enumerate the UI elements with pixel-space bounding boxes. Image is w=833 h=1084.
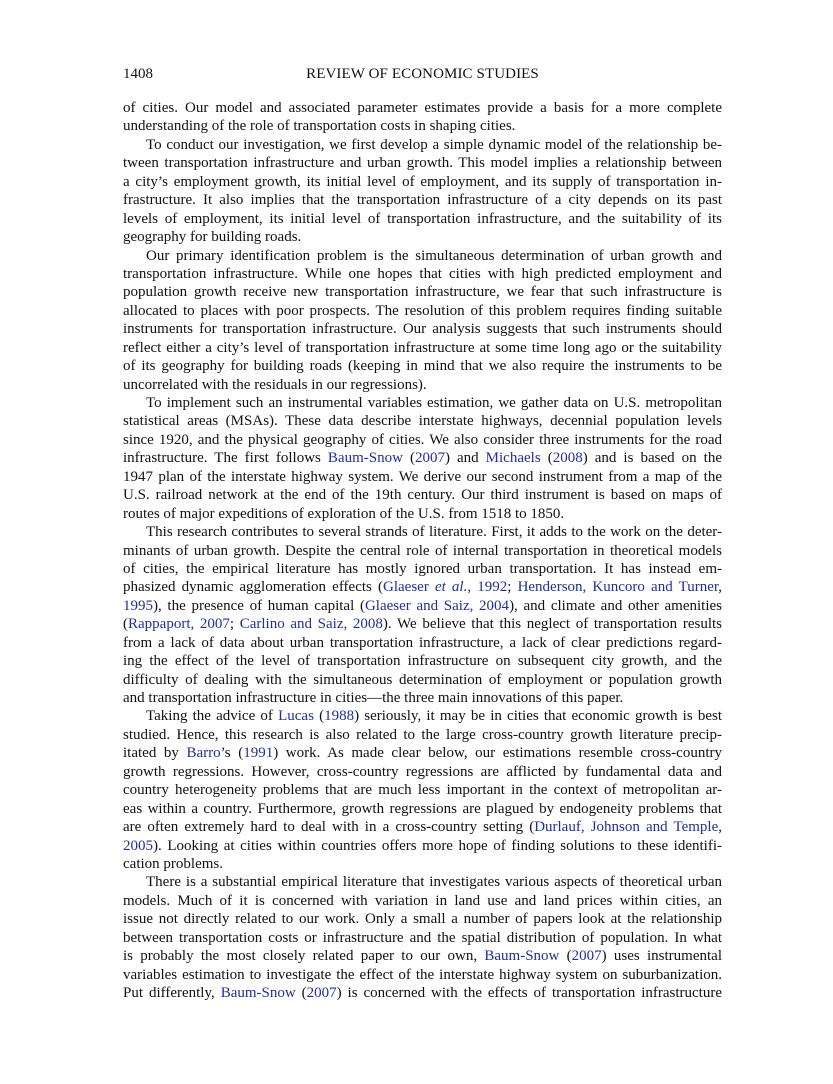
text-line [123,431,722,449]
citation-link[interactable]: Barro [186,745,221,762]
text-line [123,357,722,375]
text-line [123,947,722,965]
text-segment: To conduct our investigation, we first develop a simple dynamic model of the relationship be- [146,136,722,153]
text-segment: of cities, the empirical literature has mostly ignored urban transportation. It has instead em- [123,560,722,577]
citation-link[interactable]: Carlino and Saiz, 2008 [239,616,383,633]
text-segment: understanding of the role of transportation costs in shaping cities. [123,118,516,135]
text-line [123,449,722,467]
text-segment: are often extremely hard to deal with in a cross-country setting ( [123,819,535,836]
citation-link[interactable]: Henderson, Kuncoro and Turner [517,579,719,596]
text-segment: ). Looking at cities within countries offers more hope of finding solutions to these identifi- [153,837,722,854]
text-line [123,929,722,947]
text-segment: ( [540,450,553,467]
paragraph [123,394,722,523]
text-segment: allocated to places with poor prospects. The resolution of this problem requires finding suitable [123,302,722,319]
text-segment: growth regressions. However, cross-country regressions are afflicted by fundamental data and [123,763,722,780]
text-segment: reflect either a city’s level of transportation infrastructure at some time long ago or the suitability [123,339,722,356]
text-segment: There is a substantial empirical literature that investigates various aspects of theoretical urban [146,874,722,891]
paragraph [123,99,722,136]
text-segment: of its geography for building roads (keeping in mind that we also require the instruments to be [123,358,722,375]
text-segment: To implement such an instrumental variables estimation, we gather data on U.S. metropolitan [146,395,722,411]
text-segment: since 1920, and the physical geography of cities. We also consider three instruments for the road [123,431,722,448]
text-line [123,707,722,725]
citation-link[interactable]: 2008 [552,450,583,467]
text-segment: a city’s employment growth, its initial level of employment, and its supply of transportation in- [123,173,722,190]
text-segment: ( [559,948,572,965]
text-segment: from a lack of data about urban transportation infrastructure, a lack of clear predictions regard- [123,634,722,651]
text-segment: ing the effect of the level of transportation infrastructure on subsequent city growth, and the [123,653,722,670]
text-line [123,652,722,670]
text-segment: eas within a country. Furthermore, growth regressions are plagued by endogeneity problems that [123,800,722,817]
text-segment: population growth receive new transportation infrastructure, we fear that such infrastructure is [123,284,722,301]
text-line [123,228,722,246]
text-segment: ), and climate and other amenities [509,597,722,614]
text-segment: ( [313,708,325,725]
text-line [123,578,722,596]
text-line [123,800,722,818]
text-line [123,191,722,209]
text-segment: instruments for transportation infrastructure. Our analysis suggests that such instruments should [123,321,722,338]
citation-link[interactable]: Michaels [485,450,541,467]
text-segment: studied. Hence, this research is also related to the large cross-country growth literature precip- [123,726,722,743]
text-line [123,726,722,744]
text-line [123,320,722,338]
text-segment: phasized dynamic agglomeration effects ( [123,579,384,596]
citation-link[interactable]: Rappaport, 2007 [128,616,230,633]
text-line [123,910,722,928]
citation-link[interactable]: Lucas [278,708,314,725]
text-segment: ( [402,450,415,467]
citation-link[interactable]: Glaeser [383,579,435,596]
text-segment: between transportation costs or infrastructure and the spatial distribution of population. In what [123,929,722,946]
text-segment: cation problems. [123,855,223,872]
page-number: 1408 [123,66,153,82]
citation-link[interactable]: 1995 [123,597,153,614]
text-line [123,892,722,910]
text-line [123,99,722,117]
text-line [123,671,722,689]
text-segment: ) is concerned with the effects of transportation infrastructure [336,985,722,1001]
text-segment: ; [229,616,240,633]
text-segment: statistical areas (MSAs). These data describe interstate highways, decennial population levels [123,413,722,430]
paragraph [123,707,722,873]
text-segment: and transportation infrastructure in cities—the three main innovations of this paper. [123,690,624,706]
paragraph [123,873,722,1002]
citation-link[interactable]: 1991 [243,745,274,762]
text-line [123,154,722,172]
article-body [123,99,722,1002]
text-segment: Our primary identification problem is the simultaneous determination of urban growth and [146,247,722,264]
text-segment: This research contributes to several strands of literature. First, it adds to the work on the deter- [146,524,722,541]
text-segment: ’s ( [220,745,244,762]
text-line [123,855,722,873]
paragraph [123,523,722,707]
text-line [123,265,722,283]
text-segment: ). We believe that this neglect of transportation results [382,616,723,633]
text-line [123,597,722,615]
text-segment: Taking the advice of [146,708,279,725]
text-segment: geography for building roads. [123,229,302,246]
text-segment: , [718,819,722,836]
text-segment: ( [123,616,128,633]
text-line [123,117,722,135]
text-segment: transportation infrastructure. While one hopes that cities with high predicted employment and [123,265,722,282]
citation-link[interactable]: Glaeser and Saiz, 2004 [364,597,510,614]
text-segment: country heterogeneity problems that are much less important in the context of metropolitan ar- [123,782,722,799]
text-line [123,560,722,578]
text-segment: ) seriously, it may be in cities that economic growth is best [354,708,723,725]
paragraph [123,136,722,247]
text-line [123,283,722,301]
text-line [123,523,722,541]
text-segment: itated by [123,745,187,762]
journal-title: REVIEW OF ECONOMIC STUDIES [306,66,539,82]
citation-link[interactable]: 2005 [123,837,153,854]
text-line [123,873,722,891]
text-line [123,615,722,633]
text-line [123,837,722,855]
text-line [123,763,722,781]
text-line [123,247,722,265]
text-line [123,984,722,1002]
text-segment: uncorrelated with the residuals in our regressions). [123,376,427,393]
text-line [123,412,722,430]
text-line [123,302,722,320]
text-segment: ) uses instrumental [601,948,722,965]
text-segment: ( [295,985,307,1001]
citation-link[interactable]: 2007 [414,450,445,467]
text-segment: ) work. As made clear below, our estimations resemble cross-country [273,745,722,762]
text-line [123,136,722,154]
text-line [123,966,722,984]
text-segment: minants of urban growth. Despite the central role of internal transportation in theoretical models [123,542,722,559]
text-segment: routes of major expeditions of exploration of the U.S. from 1518 to 1850. [123,505,565,522]
text-line [123,505,722,523]
paragraph [123,247,722,395]
citation-link[interactable]: Baum-Snow [327,450,403,467]
text-segment: of cities. Our model and associated parameter estimates provide a basis for a more complete [123,100,722,116]
text-segment: Put differently, [123,985,221,1001]
citation-link[interactable]: Baum-Snow [220,985,296,1001]
citation-link[interactable]: 2007 [571,948,602,965]
text-segment: tween transportation infrastructure and urban growth. This model implies a relationship between [123,155,722,172]
text-line [123,376,722,394]
citation-link[interactable]: , 1992 [467,579,508,596]
text-line [123,542,722,560]
text-segment: issue not directly related to our work. Only a small a number of papers look at the relationship [123,911,722,928]
text-line [123,173,722,191]
text-segment: U.S. railroad network at the end of the 19th century. Our third instrument is based on maps of [123,487,722,504]
text-line [123,781,722,799]
text-line [123,689,722,707]
citation-link[interactable]: Baum-Snow [484,948,560,965]
text-segment: infrastructure. The first follows [123,450,328,467]
text-segment: ; [507,579,518,596]
text-line [123,818,722,836]
text-segment: , [718,579,723,596]
text-segment: frastructure. It also implies that the transportation infrastructure of a city depends on its past [123,192,722,209]
text-segment: ) and is based on the [582,450,722,467]
text-segment: 1947 plan of the interstate highway system. We derive our second instrument from a map of the [123,468,722,485]
text-line [123,210,722,228]
citation-link[interactable]: 2007 [306,985,337,1001]
text-segment: difficulty of dealing with the simultaneous determination of employment or population growth [123,671,722,688]
text-segment: models. Much of it is concerned with variation in land use and land prices within cities, an [123,892,722,909]
text-segment: ) and [444,450,486,467]
text-line [123,634,722,652]
citation-link[interactable]: 1988 [324,708,355,725]
running-header [123,66,722,84]
text-line [123,394,722,412]
text-line [123,468,722,486]
text-segment: variables estimation to investigate the effect of the interstate highway system on suburbanization. [123,966,722,983]
citation-link[interactable]: et al. [434,579,468,596]
text-line [123,339,722,357]
text-line [123,744,722,762]
text-segment: ), the presence of human capital ( [153,597,365,614]
text-segment: is probably the most closely related paper to our own, [123,948,485,965]
text-line [123,486,722,504]
citation-link[interactable]: Durlauf, Johnson and Temple [534,819,719,836]
text-segment: levels of employment, its initial level of transportation infrastructure, and the suitability of its [123,210,722,227]
